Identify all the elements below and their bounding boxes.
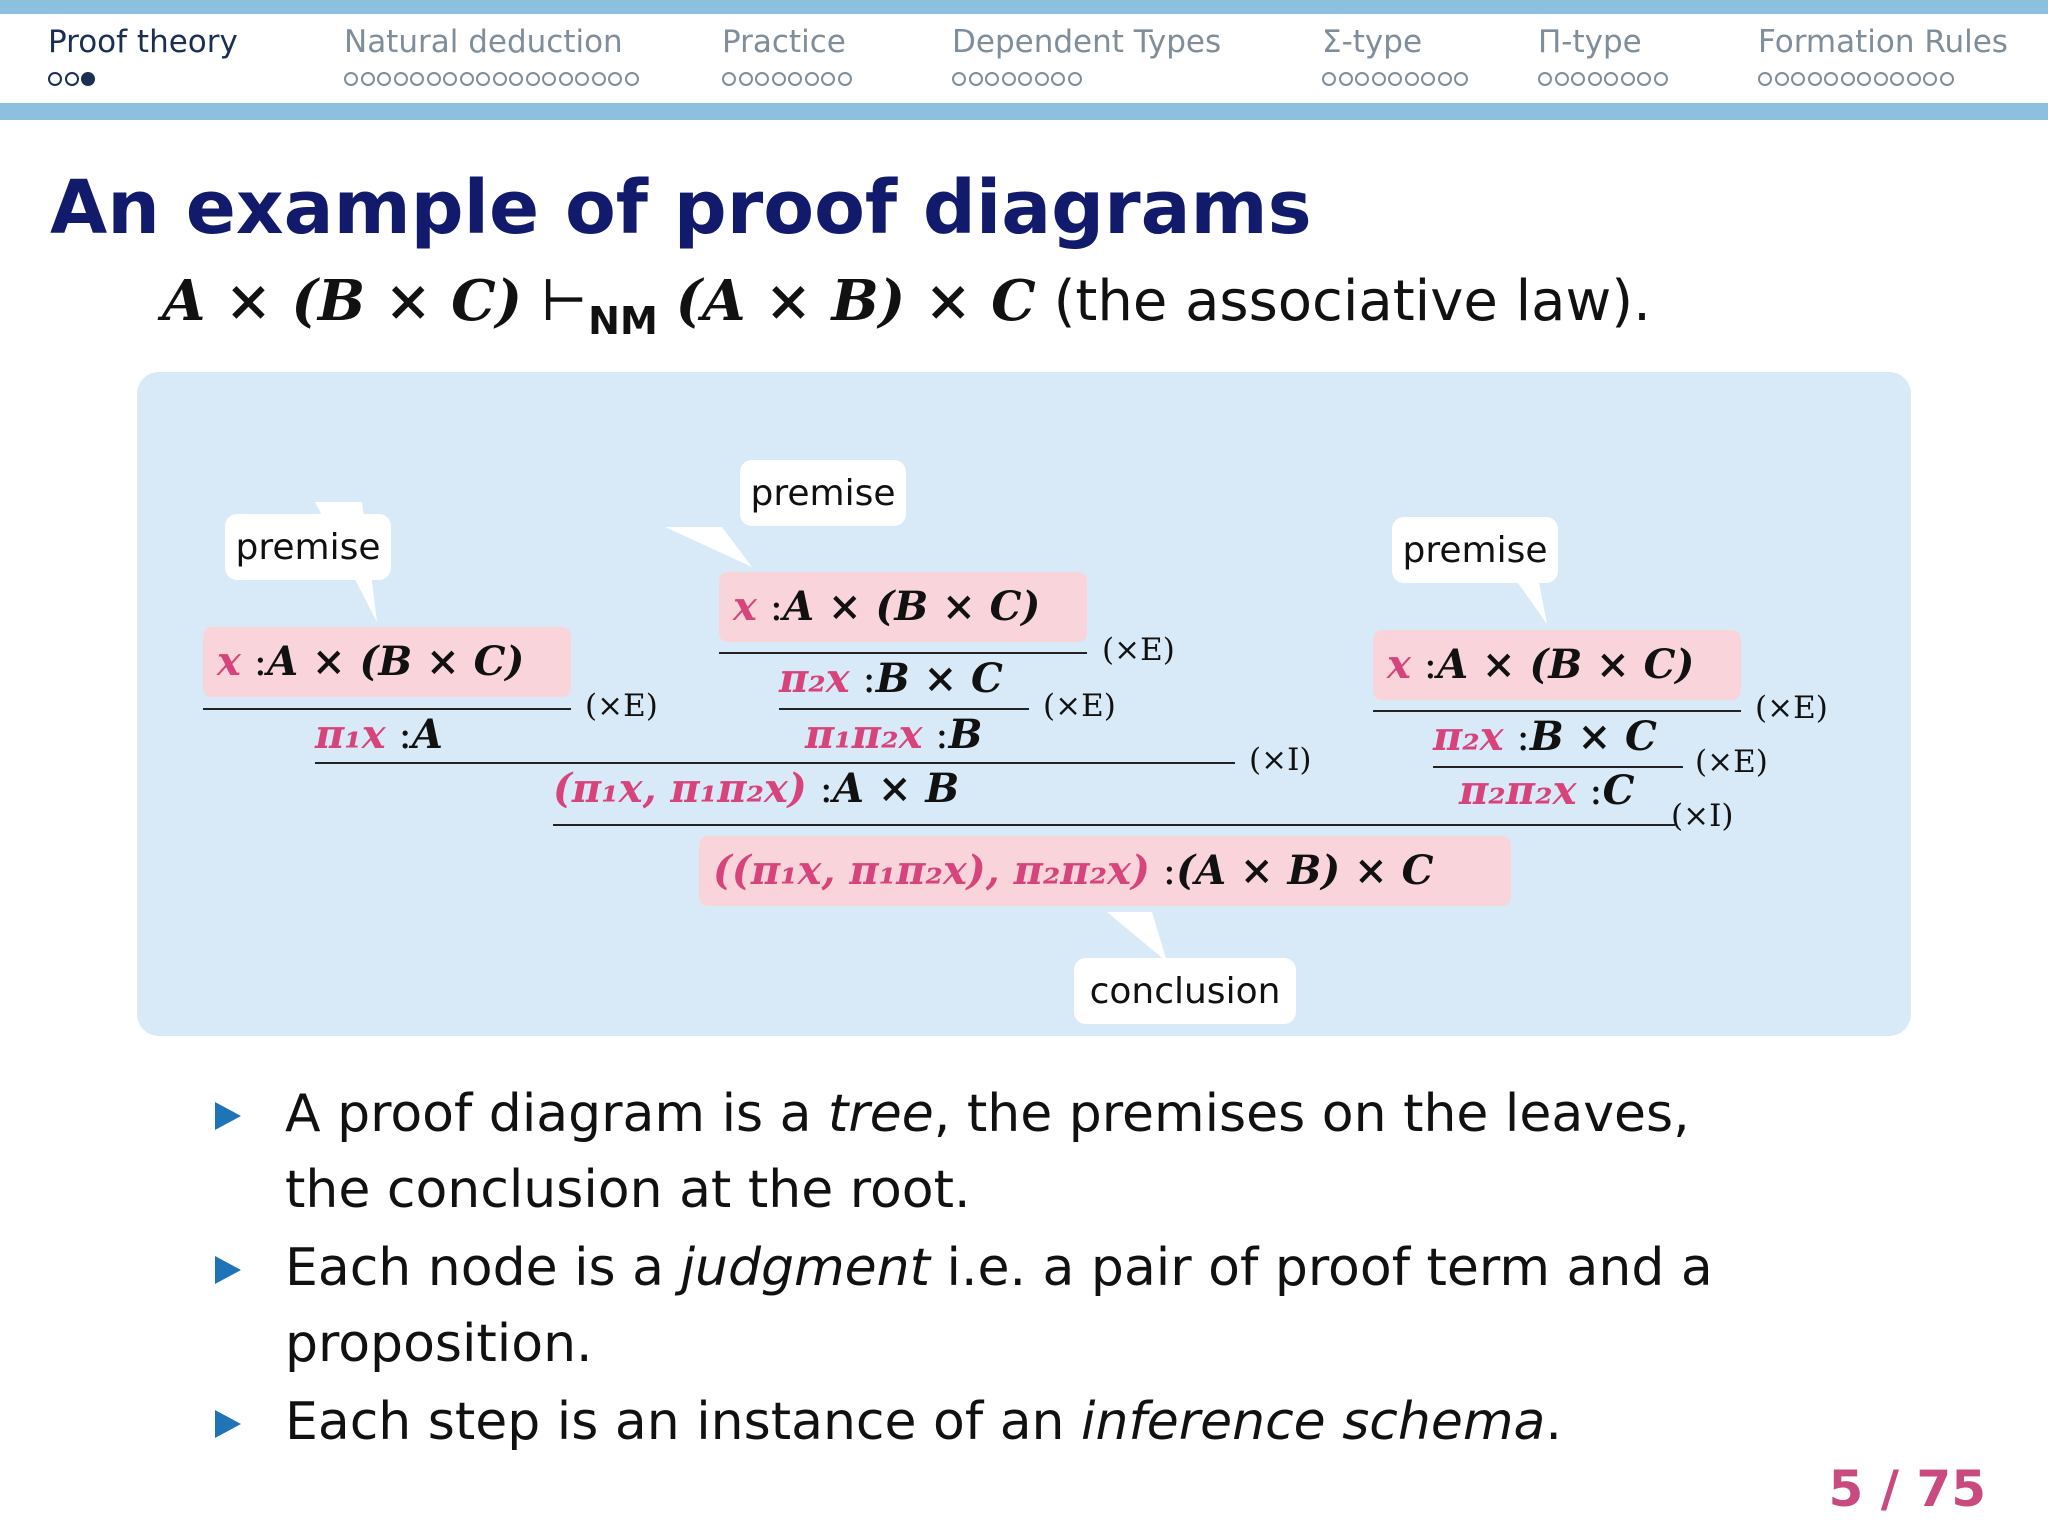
judgment-right-pi2x	[1433, 714, 1657, 760]
nav-slide-dot[interactable]	[427, 72, 441, 86]
proof-term: π₂π₂x	[1459, 767, 1577, 814]
inference-line	[1373, 710, 1741, 712]
nav-section-dots[interactable]	[1322, 72, 1471, 86]
nav-section-label: Natural deduction	[344, 24, 623, 60]
nav-slide-dot[interactable]	[772, 72, 786, 86]
nav-slide-dot[interactable]	[1604, 72, 1618, 86]
rule-label-elim: (×E)	[1695, 744, 1768, 780]
nav-slide-dot[interactable]	[443, 72, 457, 86]
nav-slide-dot[interactable]	[344, 72, 358, 86]
nav-slide-dot[interactable]	[48, 72, 62, 86]
rule-label-elim: (×E)	[1102, 632, 1175, 668]
bullet-text	[285, 1230, 1785, 1382]
bullet-text	[285, 1076, 1785, 1228]
judgment-conclusion	[699, 836, 1511, 906]
nav-slide-dot[interactable]	[1808, 72, 1822, 86]
proposition: C	[1602, 767, 1635, 814]
nav-slide-dot[interactable]	[952, 72, 966, 86]
inference-line	[779, 708, 1029, 710]
judgment-pi1pi2x	[805, 712, 982, 758]
proof-term: π₂x	[1433, 713, 1504, 760]
slide-title: An example of proof diagrams	[50, 165, 1312, 251]
nav-slide-dot[interactable]	[625, 72, 639, 86]
judgment-premise-left	[203, 627, 571, 697]
sequent-right: (A × B) × C	[675, 268, 1036, 334]
nav-slide-dot[interactable]	[1405, 72, 1419, 86]
nav-slide-dot[interactable]	[1923, 72, 1937, 86]
nav-slide-dot[interactable]	[755, 72, 769, 86]
nav-slide-dot[interactable]	[608, 72, 622, 86]
nav-slide-dot[interactable]	[821, 72, 835, 86]
bullet-text-part: i.e. a pair of proof term and a proposition.	[285, 1238, 1713, 1374]
nav-slide-dot[interactable]	[65, 72, 79, 86]
nav-slide-dot[interactable]	[81, 72, 95, 86]
callout-premise-left: premise	[225, 514, 391, 580]
sequent-left: A × (B × C)	[162, 268, 523, 334]
colon: :	[1162, 848, 1177, 894]
nav-slide-dot[interactable]	[1355, 72, 1369, 86]
page-number: 5 / 75	[1828, 1460, 1986, 1518]
nav-slide-dot[interactable]	[361, 72, 375, 86]
proposition: A × (B × C)	[1437, 641, 1695, 688]
proposition: (A × B) × C	[1176, 847, 1434, 894]
proof-term: (π₁x, π₁π₂x)	[553, 765, 807, 812]
judgment-premise-middle	[719, 572, 1087, 642]
nav-slide-dot[interactable]	[542, 72, 556, 86]
sequent-statement	[162, 268, 1651, 343]
proof-term: ((π₁x, π₁π₂x), π₂π₂x)	[713, 847, 1150, 894]
callout-premise-right: premise	[1392, 517, 1558, 583]
rule-label-elim: (×E)	[585, 688, 658, 724]
nav-slide-dot[interactable]	[410, 72, 424, 86]
turnstile-subscript: NM	[588, 299, 658, 343]
nav-slide-dot[interactable]	[1857, 72, 1871, 86]
rule-label-elim: (×E)	[1755, 690, 1828, 726]
nav-section-label: Proof theory	[48, 24, 238, 60]
colon: :	[1423, 642, 1438, 688]
nav-slide-dot[interactable]	[838, 72, 852, 86]
colon: :	[862, 656, 876, 702]
nav-slide-dot[interactable]	[1890, 72, 1904, 86]
bullet-triangle-icon	[215, 1102, 241, 1130]
colon: :	[253, 639, 268, 685]
nav-slide-dot[interactable]	[1571, 72, 1585, 86]
nav-slide-dot[interactable]	[1824, 72, 1838, 86]
nav-section-dots[interactable]	[344, 72, 641, 86]
nav-strip-top	[0, 0, 2048, 14]
turnstile-symbol: ⊢	[539, 269, 589, 334]
nav-slide-dot[interactable]	[1322, 72, 1336, 86]
nav-slide-dot[interactable]	[1538, 72, 1552, 86]
colon: :	[1589, 768, 1603, 814]
judgment-premise-right	[1373, 630, 1741, 700]
nav-slide-dot[interactable]	[1339, 72, 1353, 86]
nav-slide-dot[interactable]	[1791, 72, 1805, 86]
nav-slide-dot[interactable]	[1907, 72, 1921, 86]
bullet-node-judgment	[215, 1230, 1775, 1382]
callout-tails	[137, 372, 1911, 1036]
inference-line	[315, 762, 1235, 764]
nav-slide-dot[interactable]	[1874, 72, 1888, 86]
nav-slide-dot[interactable]	[788, 72, 802, 86]
nav-strip-bottom	[0, 103, 2048, 120]
colon: :	[769, 584, 784, 630]
proposition: A × B	[833, 765, 960, 812]
proposition: A × (B × C)	[267, 638, 525, 685]
bullet-emphasis: tree	[828, 1084, 934, 1144]
nav-slide-dot[interactable]	[1454, 72, 1468, 86]
nav-section-label: Formation Rules	[1758, 24, 2008, 60]
nav-slide-dot[interactable]	[1421, 72, 1435, 86]
nav-slide-dot[interactable]	[509, 72, 523, 86]
nav-slide-dot[interactable]	[575, 72, 589, 86]
nav-slide-dot[interactable]	[460, 72, 474, 86]
bullet-text-part: .	[1545, 1392, 1562, 1452]
colon: :	[398, 712, 412, 758]
bullet-proof-diagram-tree	[215, 1076, 1775, 1228]
bullet-text-part: A proof diagram is a	[285, 1084, 829, 1144]
bullet-triangle-icon	[215, 1410, 241, 1438]
nav-slide-dot[interactable]	[985, 72, 999, 86]
rule-label-intro: (×I)	[1671, 798, 1734, 834]
nav-slide-dot[interactable]	[1637, 72, 1651, 86]
proposition: A	[411, 711, 443, 758]
callout-tail-conclusion	[1107, 912, 1167, 962]
colon: :	[1516, 714, 1530, 760]
sequent-note: (the associative law).	[1053, 269, 1651, 334]
nav-slide-dot[interactable]	[722, 72, 736, 86]
proof-term: π₁x	[315, 711, 386, 758]
nav-slide-dot[interactable]	[1758, 72, 1772, 86]
nav-section-label: Π-type	[1538, 24, 1642, 60]
nav-slide-dot[interactable]	[1068, 72, 1082, 86]
nav-section-dots[interactable]	[1538, 72, 1670, 86]
nav-slide-dot[interactable]	[592, 72, 606, 86]
bullet-text	[285, 1384, 1785, 1460]
inference-line	[719, 652, 1087, 654]
nav-slide-dot[interactable]	[805, 72, 819, 86]
proposition: B × C	[875, 655, 1003, 702]
proposition: A × (B × C)	[783, 583, 1041, 630]
nav-slide-dot[interactable]	[1438, 72, 1452, 86]
bullet-triangle-icon	[215, 1256, 241, 1284]
nav-slide-dot[interactable]	[1388, 72, 1402, 86]
judgment-pi2x	[779, 656, 1003, 702]
nav-slide-dot[interactable]	[1654, 72, 1668, 86]
nav-section-label: Σ-type	[1322, 24, 1423, 60]
nav-slide-dot[interactable]	[1372, 72, 1386, 86]
nav-slide-dot[interactable]	[559, 72, 573, 86]
colon: :	[935, 712, 949, 758]
section-navigation	[0, 0, 2048, 120]
bullet-emphasis: judgment	[680, 1238, 930, 1298]
judgment-pi2pi2x	[1459, 768, 1635, 814]
nav-slide-dot[interactable]	[1555, 72, 1569, 86]
nav-slide-dot[interactable]	[1035, 72, 1049, 86]
inference-line	[203, 708, 571, 710]
proof-term: x	[733, 583, 757, 630]
nav-section-dots[interactable]	[952, 72, 1084, 86]
nav-slide-dot[interactable]	[1051, 72, 1065, 86]
bullet-text-part: Each step is an instance of an	[285, 1392, 1082, 1452]
bullet-text-part: Each node is a	[285, 1238, 681, 1298]
nav-slide-dot[interactable]	[377, 72, 391, 86]
bullet-text-part: , the premises on the leaves, the conclusion at the root.	[285, 1084, 1690, 1220]
nav-slide-dot[interactable]	[1621, 72, 1635, 86]
proposition: B	[948, 711, 983, 758]
nav-slide-dot[interactable]	[476, 72, 490, 86]
nav-slide-dot[interactable]	[739, 72, 753, 86]
nav-section-dots[interactable]	[48, 72, 98, 86]
proof-diagram	[137, 372, 1911, 1036]
colon: :	[819, 766, 833, 812]
nav-section-dots[interactable]	[722, 72, 854, 86]
nav-section-dots[interactable]	[1758, 72, 1956, 86]
bullet-emphasis: inference schema	[1081, 1392, 1546, 1452]
nav-slide-dot[interactable]	[1940, 72, 1954, 86]
proof-term: x	[1387, 641, 1411, 688]
nav-section-label: Dependent Types	[952, 24, 1222, 60]
nav-slide-dot[interactable]	[1588, 72, 1602, 86]
callout-conclusion: conclusion	[1074, 958, 1296, 1024]
nav-slide-dot[interactable]	[526, 72, 540, 86]
proof-term: π₂x	[779, 655, 850, 702]
proof-term: π₁π₂x	[805, 711, 923, 758]
judgment-pair-ab	[553, 766, 959, 812]
nav-slide-dot[interactable]	[1775, 72, 1789, 86]
rule-label-elim: (×E)	[1043, 688, 1116, 724]
nav-slide-dot[interactable]	[1018, 72, 1032, 86]
proof-term: x	[217, 638, 241, 685]
nav-slide-dot[interactable]	[394, 72, 408, 86]
nav-slide-dot[interactable]	[1841, 72, 1855, 86]
judgment-pi1x	[315, 712, 443, 758]
callout-tail-premise-middle	[665, 527, 752, 567]
proposition: B × C	[1529, 713, 1657, 760]
bullet-inference-schema	[215, 1384, 1775, 1460]
nav-section-label: Practice	[722, 24, 846, 60]
nav-slide-dot[interactable]	[969, 72, 983, 86]
nav-slide-dot[interactable]	[1002, 72, 1016, 86]
rule-label-intro: (×I)	[1249, 742, 1312, 778]
inference-line	[553, 824, 1675, 826]
callout-premise-middle: premise	[740, 460, 906, 526]
nav-slide-dot[interactable]	[493, 72, 507, 86]
